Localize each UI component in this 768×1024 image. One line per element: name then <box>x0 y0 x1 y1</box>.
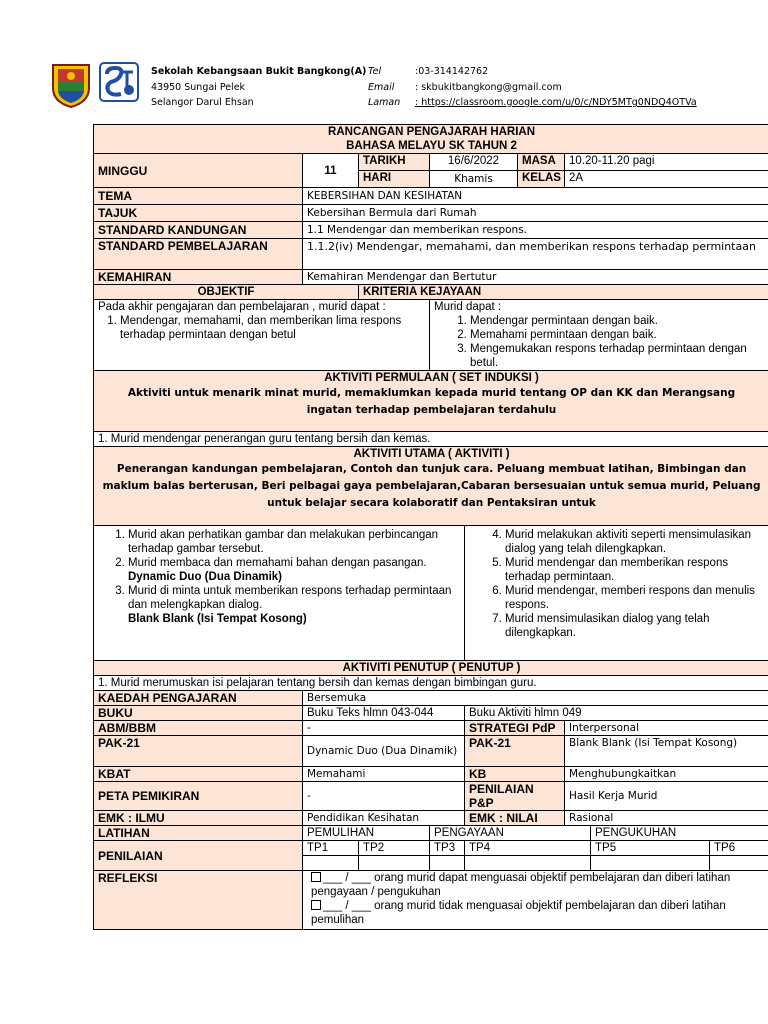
utama-right-list <box>469 528 765 640</box>
objektif-item: 1. Mendengar, memahami, dan memberikan lima respons terhadap permintaan dengan betul <box>120 314 425 342</box>
minggu-label: MINGGU <box>94 154 303 188</box>
hari-label: HARI <box>359 171 430 188</box>
buku-value-2: Buku Aktiviti hlmn 049 <box>465 706 768 721</box>
utama-block <box>94 447 768 526</box>
utama-step-2-pak: Dynamic Duo (Dua Dinamik) <box>128 571 282 583</box>
penutup-step-row <box>94 676 768 691</box>
refleksi-line-2 <box>311 899 765 927</box>
tp4-label: TP4 <box>465 841 591 856</box>
objektif-header: OBJEKTIF <box>94 285 359 300</box>
emk-row <box>94 811 768 826</box>
email-label: Email <box>368 81 395 93</box>
refleksi-content <box>303 871 768 930</box>
kriteria-list <box>434 314 765 370</box>
sk-value: 1.1 Mendengar dan memberikan respons. <box>303 222 768 239</box>
penilaian-pp-value: Hasil Kerja Murid <box>565 782 768 811</box>
letterhead <box>0 58 768 108</box>
kemahiran-label: KEMAHIRAN <box>94 270 303 285</box>
kriteria-item: 1. Mendengar permintaan dengan baik. <box>470 314 765 328</box>
latihan-row <box>94 826 768 841</box>
school-address <box>151 64 366 111</box>
email-value[interactable]: : skbukitbangkong@gmail.com <box>415 81 562 93</box>
tp3-cell[interactable] <box>430 856 465 871</box>
tajuk-label: TAJUK <box>94 205 303 222</box>
sk-row <box>94 222 768 239</box>
utama-step-1-text: Murid akan perhatikan gambar dan melakukan perbincangan terhadap gambar tersebut. <box>128 529 439 555</box>
tp6-cell[interactable] <box>710 856 768 871</box>
refleksi-line-1 <box>311 871 765 899</box>
utama-step-5: 5. Murid mendengar dan memberikan respons terhadap permintaan. <box>505 556 765 584</box>
strategi-value: Interpersonal <box>565 721 768 736</box>
kriteria-header: KRITERIA KEJAYAAN <box>359 285 768 300</box>
plan-subtitle: BAHASA MELAYU SK TAHUN 2 <box>94 139 768 154</box>
tema-value: KEBERSIHAN DAN KESIHATAN <box>303 188 768 205</box>
kbat-label: KBAT <box>94 767 303 782</box>
penilaian-tp-row <box>94 841 768 856</box>
sp-value: 1.1.2(iv) Mendengar, memahami, dan memberikan respons terhadap permintaan <box>303 239 768 270</box>
tel-row <box>368 64 697 80</box>
laman-link[interactable]: : https://classroom.google.com/u/0/c/NDY5MTg0NDQ4OTVa <box>415 97 697 108</box>
tp6-label: TP6 <box>710 841 768 856</box>
kbat-row <box>94 767 768 782</box>
permulaan-step-row <box>94 432 768 447</box>
permulaan-block <box>94 371 768 432</box>
school-name: Sekolah Kebangsaan Bukit Bangkong(A) <box>151 66 367 77</box>
peta-label: PETA PEMIKIRAN <box>94 782 303 811</box>
utama-step-1 <box>128 528 460 556</box>
pak2-label: PAK-21 <box>465 736 565 767</box>
abm-row <box>94 721 768 736</box>
abm-label: ABM/BBM <box>94 721 303 736</box>
permulaan-desc: Aktiviti untuk menarik minat murid, memaklumkan kepada murid tentang OP dan KK dan Merangsang ingatan terhadap pembelajaran terdahulu <box>127 387 736 416</box>
permulaan-row <box>94 371 768 432</box>
subtitle-row <box>94 139 768 154</box>
kelas-value: 2A <box>565 171 768 188</box>
objektif-content <box>94 300 430 371</box>
pak-value: Dynamic Duo (Dua Dinamik) <box>303 736 465 767</box>
objektif-content-row <box>94 300 768 371</box>
refleksi-line-2-text: ___ / ___ orang murid tidak menguasai objektif pembelajaran dan diberi latihan pemulihan <box>311 900 726 926</box>
buku-row <box>94 706 768 721</box>
peta-row <box>94 782 768 811</box>
plan-title: RANCANGAN PENGAJARAH HARIAN <box>94 125 768 140</box>
abm-value: - <box>303 721 465 736</box>
tp3-label: TP3 <box>430 841 465 856</box>
masa-label: MASA <box>518 154 565 171</box>
tp1-label: TP1 <box>303 841 359 856</box>
tarikh-value: 16/6/2022 <box>430 154 518 171</box>
utama-step-4: 4. Murid melakukan aktiviti seperti mensimulasikan dialog yang telah dilengkapkan. <box>505 528 765 556</box>
strategi-label: STRATEGI PdP <box>465 721 565 736</box>
utama-step-2-text: Murid membaca dan memahami bahan dengan pasangan. <box>128 557 427 569</box>
refleksi-line-1-text: ___ / ___ orang murid dapat menguasai objektif pembelajaran dan diberi latihan pengayaan / pengukuhan <box>311 872 731 898</box>
kemahiran-row <box>94 270 768 285</box>
hari-value: Khamis <box>430 171 518 188</box>
sp-label: STANDARD PEMBELAJARAN <box>94 239 303 270</box>
address-line-1: 43950 Sungai Pelek <box>151 81 246 93</box>
utama-steps-row <box>94 526 768 661</box>
penutup-row <box>94 661 768 676</box>
kemahiran-value: Kemahiran Mendengar dan Bertutur <box>303 270 768 285</box>
kriteria-item: 3. Mengemukakan respons terhadap permintaan dengan betul. <box>470 342 765 370</box>
latihan-pengayaan: PENGAYAAN <box>430 826 591 841</box>
permulaan-step: 1. Murid mendengar penerangan guru tentang bersih dan kemas. <box>94 432 768 447</box>
title-row <box>94 125 768 140</box>
pak2-value: Blank Blank (Isi Tempat Kosong) <box>565 736 768 767</box>
tel-label: Tel <box>368 66 382 77</box>
kaedah-row <box>94 691 768 706</box>
utama-step-3-text: Murid di minta untuk memberikan respons terhadap permintaan dan melengkapkan dialog. <box>128 585 452 611</box>
utama-step-7: 7. Murid mensimulasikan dialog yang telah dilengkapkan. <box>505 612 765 640</box>
tp5-label: TP5 <box>591 841 710 856</box>
tema-row <box>94 188 768 205</box>
tema-label: TEMA <box>94 188 303 205</box>
school-crest-logo <box>50 62 92 108</box>
minggu-row-1 <box>94 154 768 171</box>
pak-label: PAK-21 <box>94 736 303 767</box>
sp-row <box>94 239 768 270</box>
tp1-cell[interactable] <box>303 856 359 871</box>
refleksi-row <box>94 871 768 930</box>
utama-step-6: 6. Murid mendengar, memberi respons dan menulis respons. <box>505 584 765 612</box>
latihan-pengukuhan: PENGUKUHAN <box>591 826 768 841</box>
pak-row <box>94 736 768 767</box>
email-row <box>368 80 697 96</box>
penilaian-label: PENILAIAN <box>94 841 303 871</box>
utama-step-2 <box>128 556 460 584</box>
checkbox-icon[interactable] <box>311 872 321 882</box>
laman-label: Laman <box>368 97 401 108</box>
tajuk-value: Kebersihan Bermula dari Rumah <box>303 205 768 222</box>
objektif-intro: Pada akhir pengajaran dan pembelajaran , murid dapat : <box>98 301 386 313</box>
checkbox-icon[interactable] <box>311 900 321 910</box>
penutup-step: 1. Murid merumuskan isi pelajaran tentang bersih dan kemas dengan bimbingan guru. <box>94 676 768 691</box>
objektif-list <box>98 314 425 342</box>
utama-row <box>94 447 768 526</box>
minggu-value: 11 <box>303 154 359 188</box>
buku-label: BUKU <box>94 706 303 721</box>
tp4-cell[interactable] <box>465 856 591 871</box>
penilaian-pp-label: PENILAIAN P&P <box>465 782 565 811</box>
utama-desc: Penerangan kandungan pembelajaran, Contoh dan tunjuk cara. Peluang membuat latihan, Bimbingan dan maklum balas berterusan, Beri pelbagai gaya pembelajaran,Cabaran bersesuaian untuk semua murid, Peluang untuk belajar secara kolaboratif dan Pentaksiran untuk <box>102 463 761 509</box>
latihan-pemulihan: PEMULIHAN <box>303 826 430 841</box>
kb-value: Menghubungkaitkan <box>565 767 768 782</box>
utama-step-3 <box>128 584 460 626</box>
kriteria-content <box>430 300 768 371</box>
latihan-label: LATIHAN <box>94 826 303 841</box>
emk-nilai-label: EMK : NILAI <box>465 811 565 826</box>
utama-left <box>94 526 465 661</box>
tp5-cell[interactable] <box>591 856 710 871</box>
kriteria-intro: Murid dapat : <box>434 301 502 313</box>
kbat-value: Memahami <box>303 767 465 782</box>
masa-value: 10.20-11.20 pagi <box>565 154 768 171</box>
buku-value-1: Buku Teks hlmn 043-044 <box>303 706 465 721</box>
tp2-label: TP2 <box>359 841 430 856</box>
utama-step-3-pak: Blank Blank (Isi Tempat Kosong) <box>128 613 307 625</box>
emk-ilmu-label: EMK : ILMU <box>94 811 303 826</box>
laman-row <box>368 95 697 111</box>
sk-label: STANDARD KANDUNGAN <box>94 222 303 239</box>
utama-left-list <box>98 528 460 626</box>
objektif-header-row <box>94 285 768 300</box>
emk-nilai-value: Rasional <box>565 811 768 826</box>
kaedah-value: Bersemuka <box>303 691 768 706</box>
ministry-logo <box>99 62 139 102</box>
lesson-plan-table <box>93 124 768 930</box>
utama-right <box>465 526 768 661</box>
penutup-header: AKTIVITI PENUTUP ( PENUTUP ) <box>94 661 768 676</box>
kriteria-item: 2. Memahami permintaan dengan baik. <box>470 328 765 342</box>
peta-value: - <box>303 782 465 811</box>
tajuk-row <box>94 205 768 222</box>
utama-header: AKTIVITI UTAMA ( AKTIVITI ) <box>353 448 510 460</box>
permulaan-header: AKTIVITI PERMULAAN ( SET INDUKSI ) <box>324 372 539 384</box>
address-line-2: Selangor Darul Ehsan <box>151 97 254 108</box>
tp2-cell[interactable] <box>359 856 430 871</box>
kelas-label: KELAS <box>518 171 565 188</box>
tel-value: :03-314142762 <box>415 66 489 77</box>
kaedah-label: KAEDAH PENGAJARAN <box>94 691 303 706</box>
kb-label: KB <box>465 767 565 782</box>
refleksi-label: REFLEKSI <box>94 871 303 930</box>
emk-ilmu-value: Pendidikan Kesihatan <box>303 811 465 826</box>
tarikh-label: TARIKH <box>359 154 430 171</box>
contact-info <box>368 64 697 111</box>
